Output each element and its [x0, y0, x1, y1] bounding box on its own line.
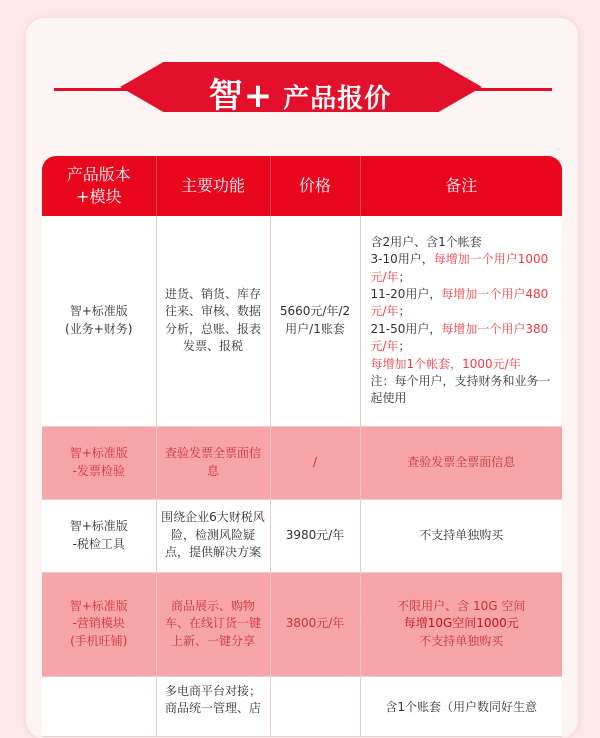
notes-line: 每增加1个帐套，1000元/年 — [370, 356, 521, 371]
notes-line: 不限用户、含 10G 空间 — [397, 598, 526, 613]
notes-text: ； — [398, 304, 411, 319]
product-name: 智+标准版 — [69, 519, 128, 534]
product-module: -税检工具 — [72, 536, 125, 551]
notes-line: 含2用户、含1个帐套 — [370, 234, 482, 249]
product-cell — [42, 572, 156, 676]
header-notes: 备注 — [360, 156, 562, 216]
notes-text: 3-10用户， — [370, 252, 434, 267]
notes-line: 不支持单独购买 — [419, 633, 504, 648]
notes-text: ； — [398, 339, 411, 354]
product-cell — [42, 216, 156, 426]
notes-cell — [360, 572, 562, 676]
product-cell — [42, 426, 156, 499]
product-module: (业务+财务) — [65, 321, 133, 336]
table-row — [42, 499, 562, 572]
notes-text: ； — [398, 269, 411, 284]
notes-text: 11-20用户， — [370, 286, 442, 301]
features-cell — [156, 676, 270, 736]
table-row — [42, 216, 562, 426]
notes-highlight: 每增加一个用户1000元/年 — [370, 252, 549, 284]
product-platform: (手机旺铺) — [70, 633, 128, 648]
header-price: 价格 — [270, 156, 360, 216]
title-text: 产品报价 — [283, 84, 392, 114]
notes-line — [371, 321, 553, 356]
notes-cell: 查验发票全票面信息 — [360, 426, 562, 499]
header-features: 主要功能 — [156, 156, 270, 216]
product-cell — [42, 676, 156, 736]
features-cell: 围绕企业6大财税风险，检测风险疑点，提供解决方案 — [156, 499, 270, 572]
features-cell: 进货、销货、库存往来、审核、数据分析，总账、报表发票、报税 — [156, 216, 270, 426]
notes-cell — [360, 676, 562, 736]
product-module: -营销模块 — [72, 616, 125, 631]
title-brand: 智+ — [208, 76, 274, 116]
page-title — [0, 68, 600, 117]
product-name: 智+标准版 — [69, 598, 128, 613]
product-name: 智+标准版 — [69, 304, 128, 319]
price-cell: 5660元/年/2用户/1账套 — [270, 216, 360, 426]
page-title-banner — [0, 40, 600, 140]
notes-line — [371, 251, 553, 286]
table-row — [42, 426, 562, 499]
table-header-row — [42, 156, 562, 216]
notes-text: 21-50用户， — [370, 321, 442, 336]
notes-line: 注：每个用户，支持财务和业务一起使用 — [370, 373, 551, 406]
notes-line — [371, 286, 553, 321]
notes-line: 每增10G空间1000元 — [403, 616, 519, 631]
notes-cell — [360, 216, 562, 426]
table-row — [42, 676, 562, 736]
price-cell: 3980元/年 — [270, 499, 360, 572]
header-product — [42, 156, 156, 216]
price-table — [42, 156, 562, 737]
table-row — [42, 572, 562, 676]
features-line: 多电商平台对接； — [164, 683, 261, 698]
notes-highlight: 每增加一个用户480元/年 — [370, 286, 549, 319]
price-cell: / — [270, 426, 360, 499]
notes-cell: 不支持单独购买 — [360, 499, 562, 572]
price-cell: 3800元/年 — [270, 572, 360, 676]
features-line: 商品统一管理、店 — [164, 700, 261, 715]
product-name: 智+标准版 — [69, 446, 128, 461]
product-module: -发票检验 — [72, 463, 125, 478]
header-product-label: 产品版本 +模块 — [66, 165, 131, 206]
price-cell — [270, 676, 360, 736]
notes-highlight: 每增加一个用户380元/年 — [370, 321, 549, 354]
product-cell — [42, 499, 156, 572]
features-cell: 商品展示、购物车、在线订货一键上新、一键分享 — [156, 572, 270, 676]
features-cell: 查验发票全票面信息 — [156, 426, 270, 499]
notes-line: 含1个账套（用户数同好生意 — [385, 699, 538, 714]
